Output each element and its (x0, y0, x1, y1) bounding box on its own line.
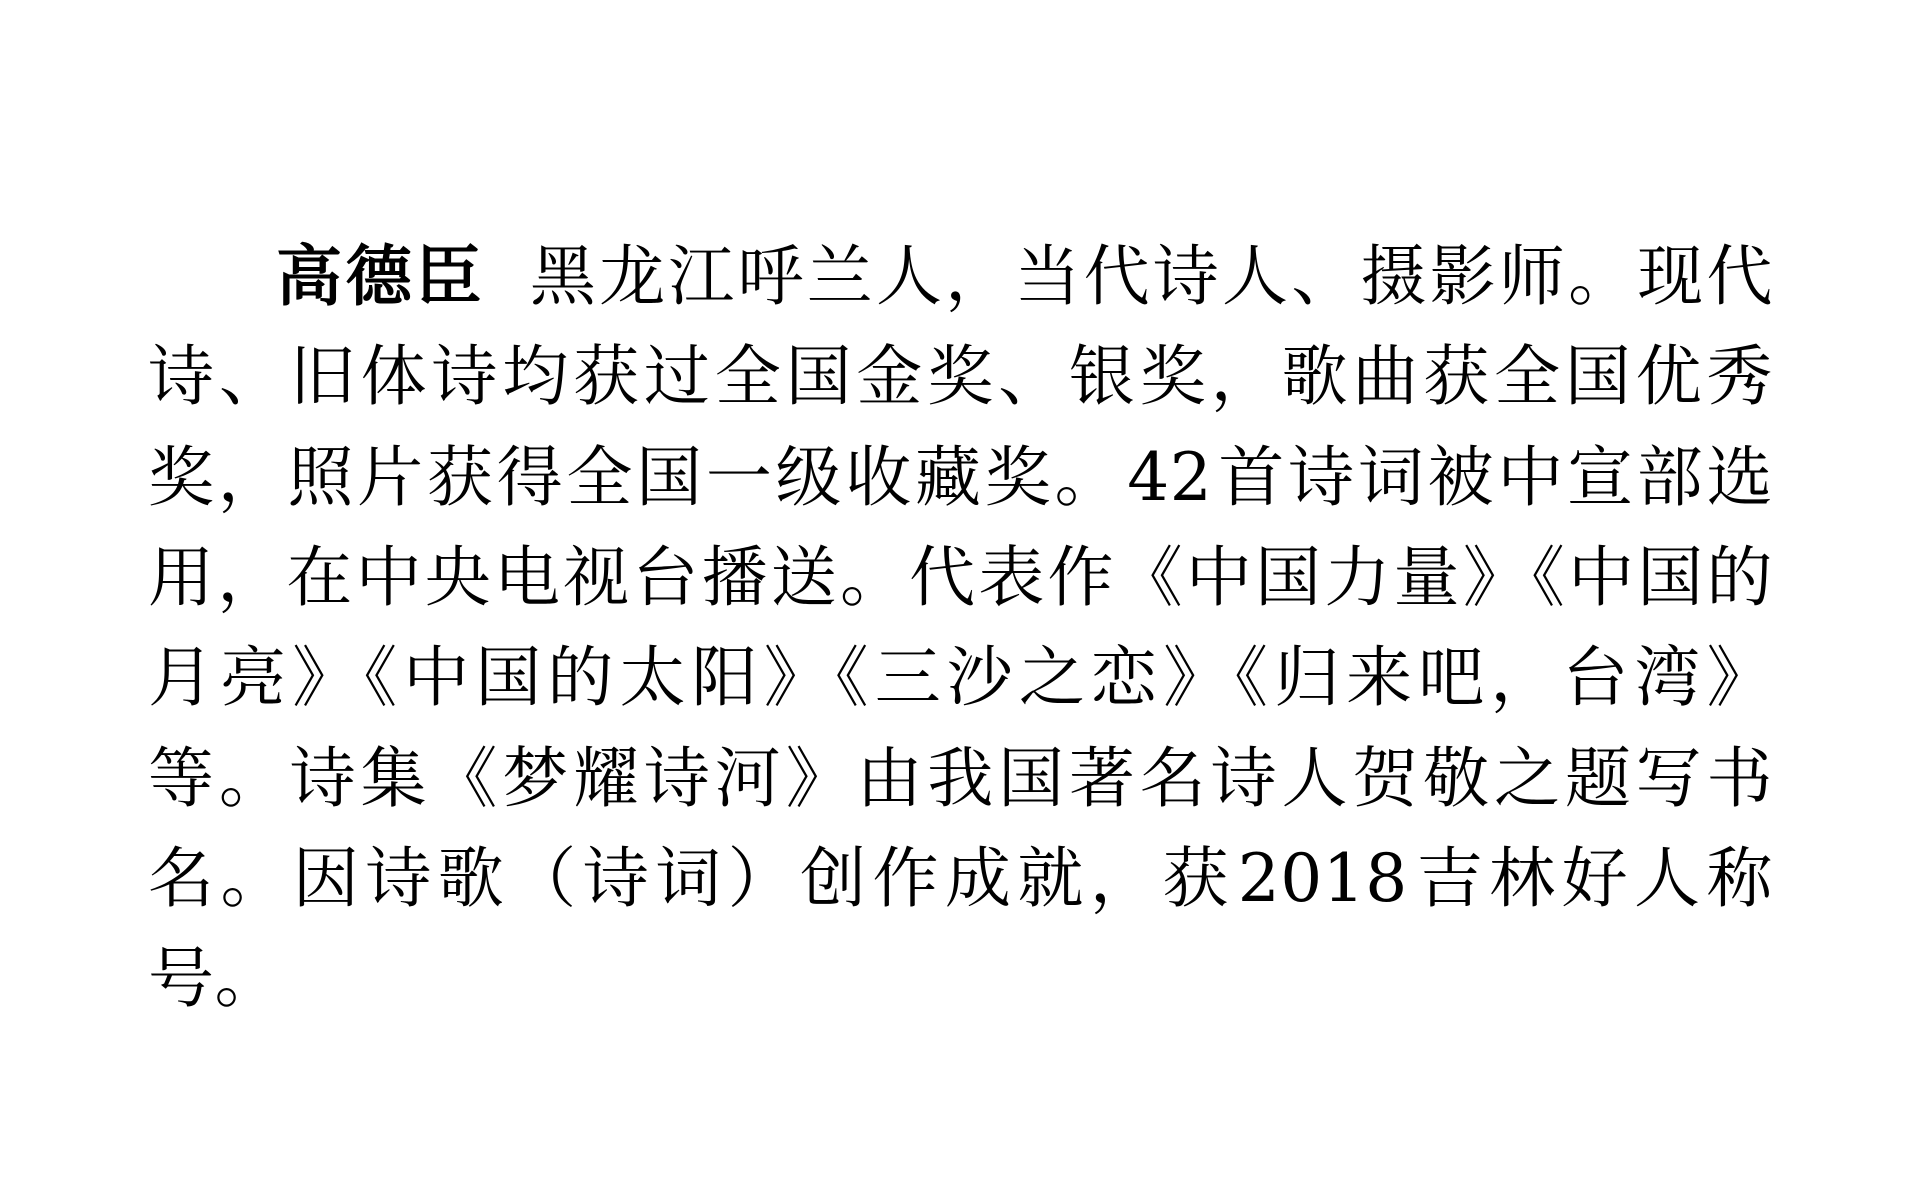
award-year: 2018 (1237, 839, 1408, 917)
biography-paragraph (148, 226, 1773, 1030)
biography-block (148, 160, 1773, 1096)
person-name: 高德臣 (276, 237, 486, 315)
biography-segment-2: 首诗词被中宣部选用，在中央电视台播送。代表作《中国力量》《中国的月亮》《中国的太阳》《三沙之恋》《归来吧，台湾》等。诗集《梦耀诗河》由我国著名诗人贺敬之题写书名。因诗歌（诗词）创作成就，获 (148, 438, 1774, 917)
biography-segment-3: 吉林好人称号。 (148, 839, 1774, 1018)
poems-selected-count: 42 (1127, 438, 1213, 516)
biography-segment-1: 黑龙江呼兰人，当代诗人、摄影师。现代诗、旧体诗均获过全国金奖、银奖，歌曲获全国优秀奖，照片获得全国一级收藏奖。 (148, 238, 1774, 516)
